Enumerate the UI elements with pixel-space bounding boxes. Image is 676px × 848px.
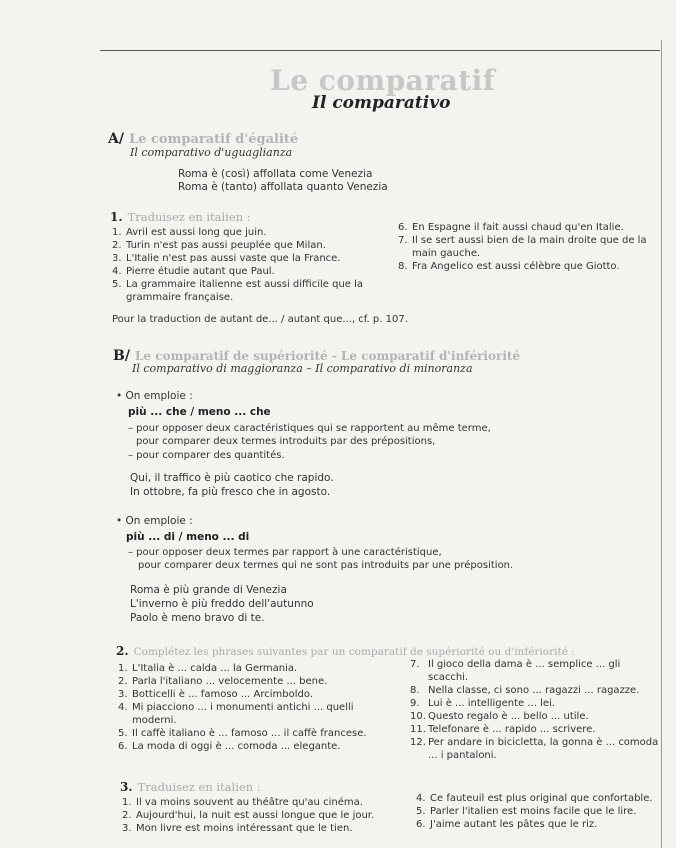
part-2-example-3: Paolo è meno bravo di te.: [130, 612, 265, 624]
part-2-example-1: Roma è più grande di Venezia: [130, 584, 287, 596]
list-item: 8. Fra Angelico est aussi célèbre que Giotto.: [398, 261, 620, 272]
list-item: 5. Parler l'italien est moins facile que le lire.: [416, 806, 637, 817]
part-2-example-2: L'inverno è più freddo dell'autunno: [130, 598, 314, 610]
part-1-example-2: In ottobre, fa più fresco che in agosto.: [130, 486, 331, 498]
exercise-1-right-list: [398, 221, 658, 273]
page-title: Le comparatif: [270, 64, 496, 97]
exercise-3-number: 3.: [120, 780, 133, 794]
section-a-heading: Le comparatif d'égalité: [129, 132, 299, 147]
exercise-1-note: Pour la traduction de autant de... / autant que..., cf. p. 107.: [112, 314, 408, 325]
section-b-heading: Le comparatif de supériorité - Le comparatif d'infériorité: [135, 349, 521, 363]
part-1-use-2: pour comparer deux termes introduits par des prépositions,: [136, 436, 436, 447]
list-item: 1. L'Italia è ... calda ... la Germania.: [118, 663, 298, 674]
section-a-example-1: Roma è (così) affollata come Venezia: [178, 168, 373, 180]
part-1-example-1: Qui, il traffico è più caotico che rapido.: [130, 472, 334, 484]
list-item: 3. Mon livre est moins intéressant que le tien.: [122, 823, 353, 834]
list-item: 1. Avril est aussi long que juin.: [112, 227, 267, 238]
exercise-2-right-list: [410, 658, 660, 762]
list-item: 6. En Espagne il fait aussi chaud qu'en Italie.: [398, 222, 624, 233]
exercise-3-header: [120, 776, 261, 795]
exercise-1-instruction: Traduisez en italien :: [127, 210, 251, 224]
list-item: 3. L'Italie n'est pas aussi vaste que la France.: [112, 253, 341, 264]
list-item: 1. Il va moins souvent au théâtre qu'au cinéma.: [122, 797, 363, 808]
list-item: 11. Telefonare è ... rapido ... scrivere.: [410, 724, 596, 735]
part-1-use-3: – pour comparer des quantités.: [128, 450, 285, 461]
list-item: 3. Botticelli è ... famoso ... Arcimboldo.: [118, 689, 314, 700]
exercise-2-instruction: Complétez les phrases suivantes par un comparatif de supériorité ou d'infériorité :: [133, 646, 575, 658]
top-rule: [100, 50, 660, 51]
list-item: 6. J'aime autant les pâtes que le riz.: [416, 819, 598, 830]
part-2-use-1: – pour opposer deux termes par rapport à une caractéristique,: [128, 547, 442, 558]
exercise-1-left-list: [112, 226, 377, 304]
section-a-example-2: Roma è (tanto) affollata quanto Venezia: [178, 181, 388, 193]
list-item: 4. Ce fauteuil est plus original que confortable.: [416, 793, 653, 804]
part-2-use-2: pour comparer deux termes qui ne sont pas introduits par une préposition.: [138, 560, 514, 571]
part-1-formula: più ... che / meno ... che: [128, 406, 271, 418]
part-1-bullet: • On emploie :: [116, 390, 193, 402]
list-item: 7. Il gioco della dama è ... semplice ... gli scacchi.: [410, 659, 621, 683]
page-subtitle: Il comparativo: [312, 93, 451, 113]
list-item: 5. La grammaire italienne est aussi difficile que la grammaire française.: [112, 279, 364, 303]
exercise-2-header: [116, 640, 575, 659]
section-a-header: [108, 128, 298, 147]
list-item: 10. Questo regalo è ... bello ... utile.: [410, 711, 589, 722]
page-edge: [661, 40, 662, 848]
list-item: 2. Turin n'est pas aussi peuplée que Milan.: [112, 240, 326, 251]
list-item: 4. Pierre étudie autant que Paul.: [112, 266, 275, 277]
part-2-formula: più ... di / meno ... di: [126, 531, 250, 543]
exercise-3-right-list: [416, 792, 660, 831]
part-1-use-1: – pour opposer deux caractéristiques qui se rapportent au même terme,: [128, 423, 491, 434]
part-2-bullet: • On emploie :: [116, 515, 193, 527]
list-item: 2. Parla l'italiano ... velocemente ... bene.: [118, 676, 328, 687]
list-item: 5. Il caffè italiano è ... famoso ... il caffè francese.: [118, 728, 367, 739]
list-item: 6. La moda di oggi è ... comoda ... elegante.: [118, 741, 341, 752]
list-item: 9. Lui è ... intelligente ... lei.: [410, 698, 555, 709]
exercise-2-left-list: [118, 662, 373, 753]
list-item: 12. Per andare in bicicletta, la gonna è ... comoda ... i pantaloni.: [410, 737, 659, 761]
section-b-subheading: Il comparativo di maggioranza – Il comparativo di minoranza: [132, 362, 473, 375]
exercise-3-instruction: Traduisez en italien :: [137, 780, 261, 794]
section-a-letter: A/: [108, 131, 124, 147]
section-a-subheading: Il comparativo d'uguaglianza: [130, 146, 293, 159]
exercise-1-number: 1.: [110, 210, 123, 224]
list-item: 7. Il se sert aussi bien de la main droite que de la main gauche.: [398, 235, 647, 259]
list-item: 2. Aujourd'hui, la nuit est aussi longue que le jour.: [122, 810, 375, 821]
list-item: 8. Nella classe, ci sono ... ragazzi ... ragazze.: [410, 685, 640, 696]
section-b-letter: B/: [113, 348, 130, 364]
exercise-1-header: [110, 206, 251, 225]
exercise-3-left-list: [122, 796, 392, 835]
exercise-2-number: 2.: [116, 644, 129, 658]
list-item: 4. Mi piacciono ... i monumenti antichi ... quelli moderni.: [118, 702, 354, 726]
